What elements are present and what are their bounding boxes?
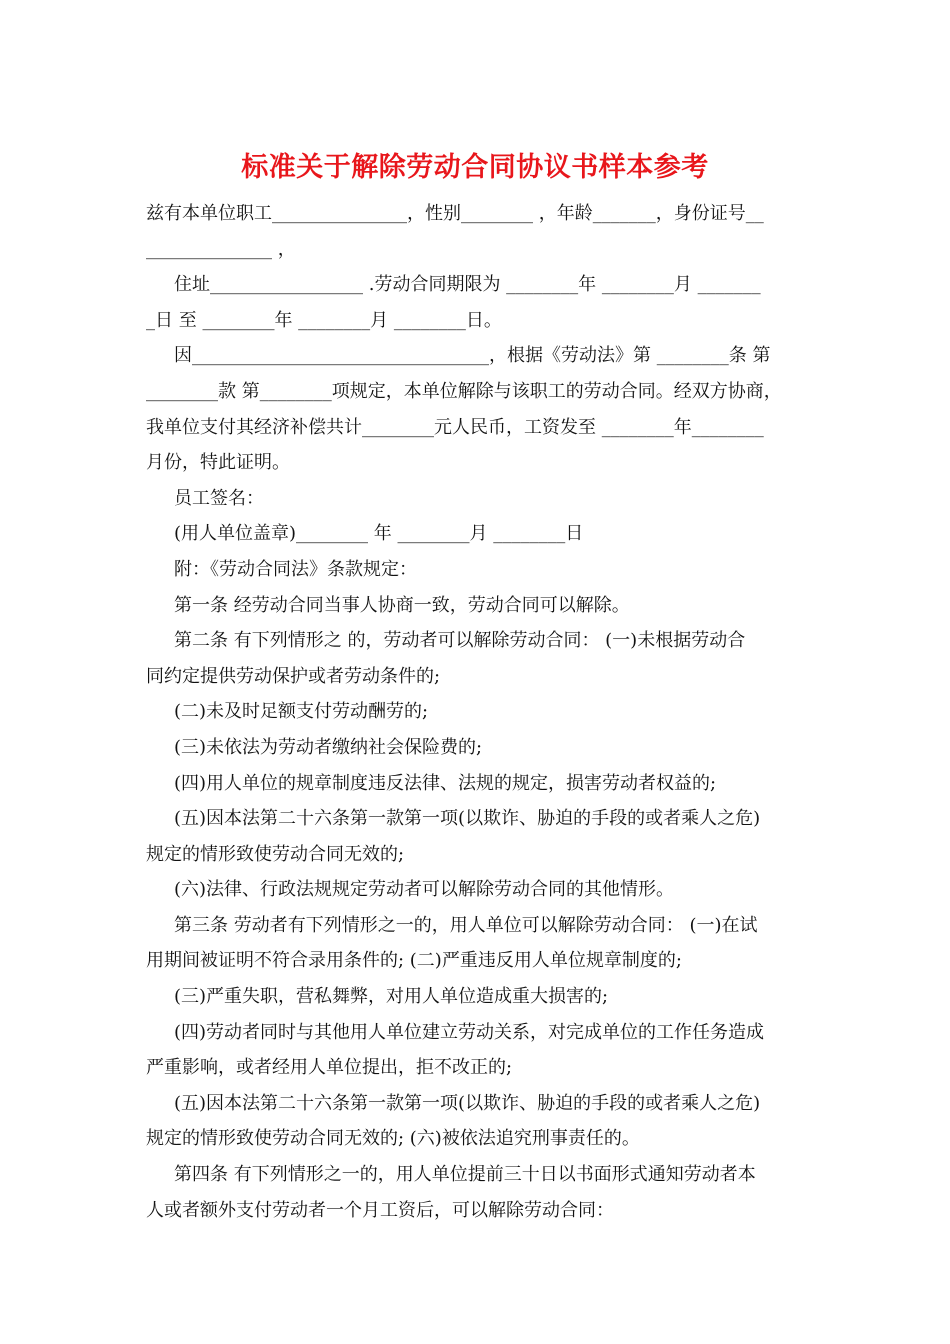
document-title: 标准关于解除劳动合同协议书样本参考: [241, 152, 709, 183]
text-line: ______________ ，: [146, 238, 296, 260]
text-line: (六)法律、行政法规规定劳动者可以解除劳动合同的其他情形。: [174, 879, 675, 901]
text-line: 月份，特此证明。: [146, 452, 290, 474]
text-line: (四)用人单位的规章制度违反法律、法规的规定，损害劳动者权益的;: [174, 772, 717, 794]
text-line: (三)未依法为劳动者缴纳社会保险费的;: [174, 736, 483, 758]
text-line: 严重影响，或者经用人单位提出，拒不改正的;: [146, 1057, 513, 1079]
text-line: (三)严重失职，营私舞弊，对用人单位造成重大损害的;: [174, 986, 609, 1008]
text-line: 同约定提供劳动保护或者劳动条件的;: [146, 665, 441, 687]
text-line: (用人单位盖章)________ 年 ________月 ________日: [174, 523, 584, 545]
text-line: 兹有本单位职工_______________，性别________ ，年龄_______，身份证号__: [146, 203, 764, 224]
text-line: (五)因本法第二十六条第一款第一项(以欺诈、胁迫的手段的或者乘人之危): [174, 1092, 761, 1114]
text-line: _日 至 ________年 ________月 ________日。: [146, 309, 502, 331]
text-line: 因_________________________________，根据《劳动法》第 ________条 第: [174, 345, 771, 367]
text-line: 第三条 劳动者有下列情形之一的，用人单位可以解除劳动合同： (一)在试: [174, 914, 758, 936]
text-line: 员工签名：: [174, 487, 264, 509]
text-line: 附：《劳动合同法》条款规定：: [174, 558, 417, 580]
text-line: ________款 第________项规定，本单位解除与该职工的劳动合同。经双方协商，: [146, 380, 782, 402]
text-line: 第一条 经劳动合同当事人协商一致，劳动合同可以解除。: [174, 594, 630, 616]
text-line: 规定的情形致使劳动合同无效的; (六)被依法追究刑事责任的。: [146, 1128, 640, 1150]
text-line: (二)未及时足额支付劳动酬劳的;: [174, 701, 429, 723]
text-line: 第四条 有下列情形之一的，用人单位提前三十日以书面形式通知劳动者本: [174, 1164, 756, 1186]
text-line: 第二条 有下列情形之 的，劳动者可以解除劳动合同： (一)未根据劳动合: [174, 630, 746, 652]
text-line: 我单位支付其经济补偿共计________元人民币，工资发至 ________年________: [146, 416, 764, 438]
text-line: (四)劳动者同时与其他用人单位建立劳动关系，对完成单位的工作任务造成: [174, 1021, 765, 1043]
text-line: 人或者额外支付劳动者一个月工资后，可以解除劳动合同：: [146, 1199, 614, 1221]
text-line: 住址_________________ .劳动合同期限为 ________年 ________月 _______: [174, 274, 761, 296]
text-line: 用期间被证明不符合录用条件的; (二)严重违反用人单位规章制度的;: [146, 950, 682, 972]
document-body: [146, 196, 818, 1228]
text-line: (五)因本法第二十六条第一款第一项(以欺诈、胁迫的手段的或者乘人之危): [174, 808, 761, 830]
text-line: 规定的情形致使劳动合同无效的;: [146, 843, 405, 865]
